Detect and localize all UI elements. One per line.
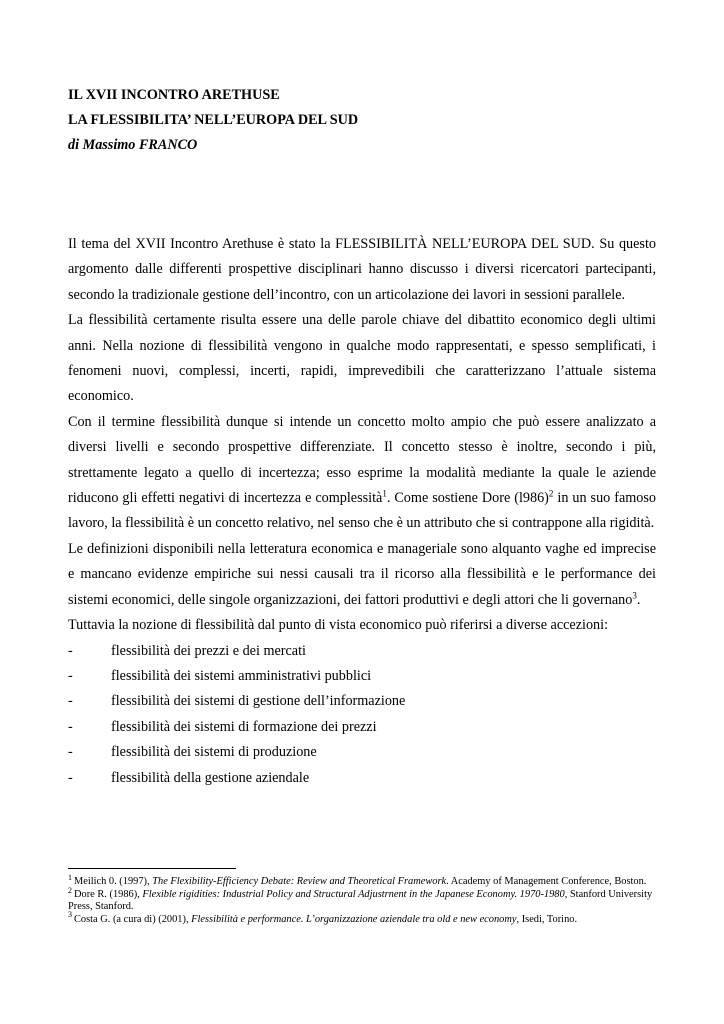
footnote-3 xyxy=(68,910,658,926)
footnote-number: 1 xyxy=(68,872,72,882)
heading-line-1: IL XVII INCONTRO ARETHUSE xyxy=(68,87,280,103)
footnote-number: 3 xyxy=(68,910,72,920)
list-item xyxy=(68,639,656,664)
list-item xyxy=(68,766,656,791)
list-item-text: flessibilità dei prezzi e dei mercati xyxy=(111,642,306,659)
list-item-text: flessibilità dei sistemi di produzione xyxy=(111,744,317,761)
footnote-title: The Flexibility-Efficiency Debate: Review and Theoretical Framework xyxy=(152,876,447,887)
footnote-separator xyxy=(68,868,236,869)
list-item-text: flessibilità dei sistemi di gestione dell’informazione xyxy=(111,693,406,710)
list-marker: - xyxy=(68,693,73,710)
heading-line-2: LA FLESSIBILITA’ NELL’EUROPA DEL SUD xyxy=(68,112,359,128)
footnote-1 xyxy=(68,872,658,888)
list-item xyxy=(68,740,656,765)
paragraph-1: Il tema del XVII Incontro Arethuse è stato la FLESSIBILITÀ NELL’EUROPA DEL SUD. Su questo argomento dalle differenti prospettive disciplinari hanno discusso i diversi ricercatori partecipanti, secondo la tradizionale gestione dell’incontro, con un articolazione dei lavori in sessioni parallele. xyxy=(68,236,656,303)
paragraph-4-text-b: . xyxy=(636,591,641,608)
paragraph-5: Tuttavia la nozione di flessibilità dal punto di vista economico può riferirsi a diverse accezioni: xyxy=(68,617,609,634)
footnote-ref-3[interactable]: 3 xyxy=(632,589,637,600)
paragraph-3-text-a: Con il termine flessibilità dunque si intende un concetto molto ampio che può essere analizzato a diversi livelli e secondo prospettive differenziate. Il concetto stesso è inoltre, secondo i più, strettamente legato a quello di incertezza; esso esprime la modalità mediante la quale le aziende riducono gli effetti negativi di incertezza e complessità xyxy=(68,413,656,507)
paragraph-2: La flessibilità certamente risulta essere una delle parole chiave del dibattito economico degli ultimi anni. Nella nozione di flessibilità vengono in qualche modo rappresentati, e spesso semplificati, i fenomeni nuovi, complessi, incerti, rapidi, imprevedibili che caratterizzano l’attuale sistema economico. xyxy=(68,312,656,405)
footnote-title: Flexible rigidities: Industrial Policy and Structural Adjustrnent in the Japanese Economy. 1970-1980 xyxy=(142,889,565,901)
list-marker: - xyxy=(68,769,73,786)
list-marker: - xyxy=(68,642,73,659)
list-item-text: flessibilità della gestione aziendale xyxy=(111,769,310,786)
footnote-2 xyxy=(68,885,658,912)
paragraph-4-text-a: Le definizioni disponibili nella letteratura economica e manageriale sono alquanto vaghe ed imprecise e mancano evidenze empiriche sui nessi causali tra il ricorso alla flessibilità e le performance dei sistemi economici, delle singole organizzazioni, dei fattori produttivi e degli attori che li governano xyxy=(68,540,656,608)
list-item-text: flessibilità dei sistemi di formazione dei prezzi xyxy=(111,718,377,735)
footnote-ref-2[interactable]: 2 xyxy=(548,488,554,499)
list-item xyxy=(68,664,656,689)
paragraph-4 xyxy=(68,537,656,613)
paragraph-3 xyxy=(68,410,656,537)
footnote-number: 2 xyxy=(68,885,72,895)
footnote-text: Meilich 0. (1997), xyxy=(74,876,153,887)
footnote-text: Dore R. (1986), xyxy=(74,889,143,901)
author-byline: di Massimo FRANCO xyxy=(68,137,198,153)
footnote-text: , Isedi, Torino. xyxy=(516,913,578,925)
list-item xyxy=(68,689,656,714)
list-item-text: flessibilità dei sistemi amministrativi pubblici xyxy=(111,667,372,684)
list-item xyxy=(68,715,656,740)
list-marker: - xyxy=(68,667,73,684)
footnote-text: Costa G. (a cura di) (2001), xyxy=(74,913,192,925)
footnotes xyxy=(68,872,658,927)
body-text xyxy=(68,232,656,791)
footnote-text: , Stanford University Press, Stanford. xyxy=(68,889,653,912)
paragraph-3-text-b: . Come sostiene Dore (l986) xyxy=(386,490,549,507)
list-marker: - xyxy=(68,744,73,761)
footnote-ref-1[interactable]: 1 xyxy=(382,488,387,499)
paragraph-3-text-c: in un suo famoso lavoro, la flessibilità è un concetto relativo, nel senso che è un attributo che si contrappone alla rigidità. xyxy=(68,490,656,532)
footnote-title: Flessibilità e performance. L’organizzazione aziendale tra old e new economy xyxy=(191,913,517,925)
bullet-list xyxy=(68,639,656,791)
list-marker: - xyxy=(68,718,73,735)
footnote-text: . Academy of Management Conference, Boston. xyxy=(446,876,647,887)
